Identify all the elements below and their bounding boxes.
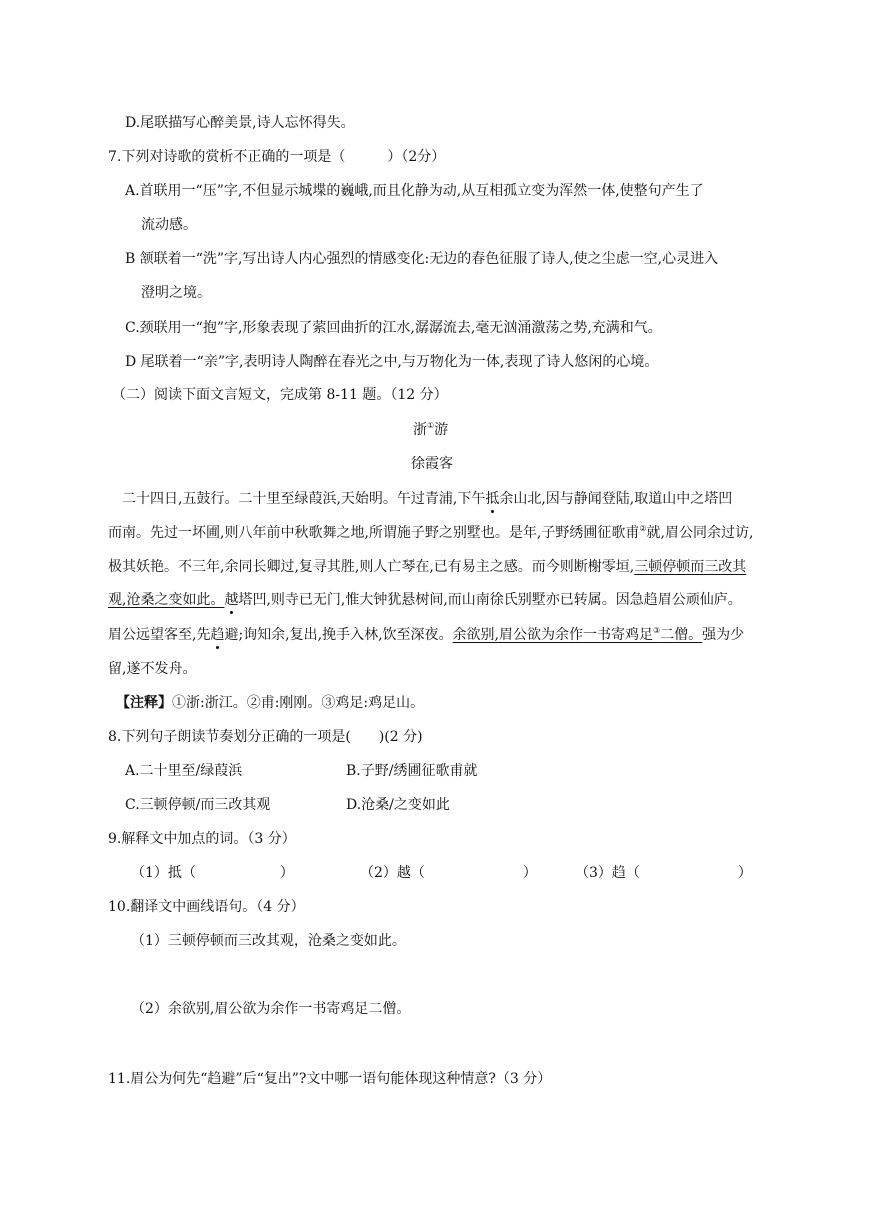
question-8-stem: 8.下列句子朗读节奏划分正确的一项是( )(2 分) bbox=[108, 729, 423, 745]
underlined-text: 余欲别,眉公欲为余作一书寄鸡足 bbox=[452, 627, 653, 643]
section-2-heading: （二）阅读下面文言短文，完成第 8-11 题。（12 分） bbox=[112, 387, 448, 403]
underlined-text: 二僧。 bbox=[660, 627, 703, 643]
underlined-sentence-1: 三顿停顿而三改其 bbox=[634, 559, 747, 575]
question-9-item-1: （1）抵（ ） bbox=[131, 865, 294, 881]
article-text: 极其妖艳。不三年,余同长卿过,复寻其胜,则人亡琴在,已有易主之感。而今则断榭零垣, bbox=[108, 559, 635, 575]
annotation-text: ①浙:浙江。②甫:刚刚。③鸡足:鸡足山。 bbox=[172, 695, 425, 711]
article-line-4 bbox=[108, 590, 742, 610]
article-text: 二十四日,五鼓行。二十里至绿葭浜,天始明。午过青浦,下午 bbox=[122, 491, 486, 507]
underlined-sentence-2 bbox=[453, 627, 703, 643]
article-title bbox=[413, 420, 448, 440]
question-7-option-a: A.首联用一“压”字,不但显示城堞的巍峨,而且化静为动,从互相孤立变为浑然一体,使整句产生了 bbox=[125, 183, 704, 199]
question-10-sentence-2: （2）余欲别,眉公欲为余作一书寄鸡足二僧。 bbox=[131, 1001, 411, 1017]
question-7-option-d: D 尾联着一“亲”字,表明诗人陶醉在春光之中,与万物化为一体,表现了诗人悠闲的心境。 bbox=[125, 354, 659, 370]
article-line-1 bbox=[122, 489, 732, 509]
article-line-5 bbox=[108, 625, 744, 645]
article-title-b: 游 bbox=[434, 422, 449, 438]
article-text: 就,眉公同余过访, bbox=[646, 525, 754, 541]
question-9-stem: 9.解释文中加点的词。（3 分） bbox=[108, 831, 296, 847]
question-10-stem: 10.翻译文中画线语句。（4 分） bbox=[108, 899, 305, 915]
article-line-2 bbox=[108, 523, 753, 543]
question-7-stem: 7.下列对诗歌的赏析不正确的一项是（ ）（2分） bbox=[108, 149, 446, 165]
question-8-option-a: A.二十里至/绿葭浜 bbox=[125, 763, 243, 779]
article-text: 避;询知余,复出,挽手入林,饮至深夜。 bbox=[224, 627, 453, 643]
article-text: 而南。先过一坏圃,则八年前中秋歌舞之地,所谓施子野之别墅也。是年,子野绣圃征歌甫 bbox=[108, 525, 640, 541]
question-7-option-a-cont: 流动感。 bbox=[141, 217, 197, 233]
question-8-option-b: B.子野/绣圃征歌甫就 bbox=[346, 763, 478, 779]
footnote-mark-1: ① bbox=[427, 421, 435, 430]
question-11-stem: 11.眉公为何先“趋避”后“复出”?文中哪一语句能体现这种情意?（3 分） bbox=[108, 1071, 552, 1087]
question-6-option-d: D.尾联描写心醉美景,诗人忘怀得失。 bbox=[125, 115, 355, 131]
question-8-option-d: D.沧桑/之变如此 bbox=[346, 797, 450, 813]
article-line-3 bbox=[108, 557, 746, 577]
question-7-option-b-cont: 澄明之境。 bbox=[141, 285, 211, 301]
question-9-item-3: （3）趋（ ） bbox=[575, 865, 752, 881]
article-author: 徐霞客 bbox=[411, 456, 453, 472]
article-line-6: 留,遂不发舟。 bbox=[108, 661, 197, 677]
article-title-a: 浙 bbox=[413, 422, 427, 438]
annotation bbox=[116, 693, 424, 713]
underlined-sentence-1-cont: 观,沧桑之变如此。 bbox=[108, 592, 225, 608]
dotted-word-yue: 越 bbox=[224, 592, 239, 608]
question-10-sentence-1: （1）三顿停顿而三改其观，沧桑之变如此。 bbox=[131, 933, 406, 949]
question-9-item-2: （2）越（ ） bbox=[360, 865, 537, 881]
question-7-option-c: C.颈联用一“抱”字,形象表现了萦回曲折的江水,潺潺流去,毫无汹涌激荡之势,充满和气。 bbox=[125, 320, 662, 336]
article-text: 塔凹,则寺已无门,惟大钟犹悬树间,而山南徐氏别墅亦已转属。因急趋眉公顽仙庐。 bbox=[238, 592, 742, 608]
article-text: 余山北,因与静闻登陆,取道山中之塔凹 bbox=[499, 491, 733, 507]
footnote-mark-3: ③ bbox=[652, 626, 661, 635]
dotted-word-di: 抵 bbox=[485, 491, 500, 507]
annotation-tag: 【注释】 bbox=[116, 695, 172, 711]
footnote-mark-2: ② bbox=[639, 524, 647, 533]
question-8-option-c: C.三顿停顿/而三改其观 bbox=[125, 797, 271, 813]
article-text: 强为少 bbox=[702, 627, 745, 643]
dotted-word-qu: 趋 bbox=[210, 627, 225, 643]
article-text: 眉公远望客至,先 bbox=[108, 627, 211, 643]
question-7-option-b: B 颔联着一“洗”字,写出诗人内心强烈的情感变化:无边的春色征服了诗人,使之尘虑一空,心灵进入 bbox=[125, 251, 719, 267]
